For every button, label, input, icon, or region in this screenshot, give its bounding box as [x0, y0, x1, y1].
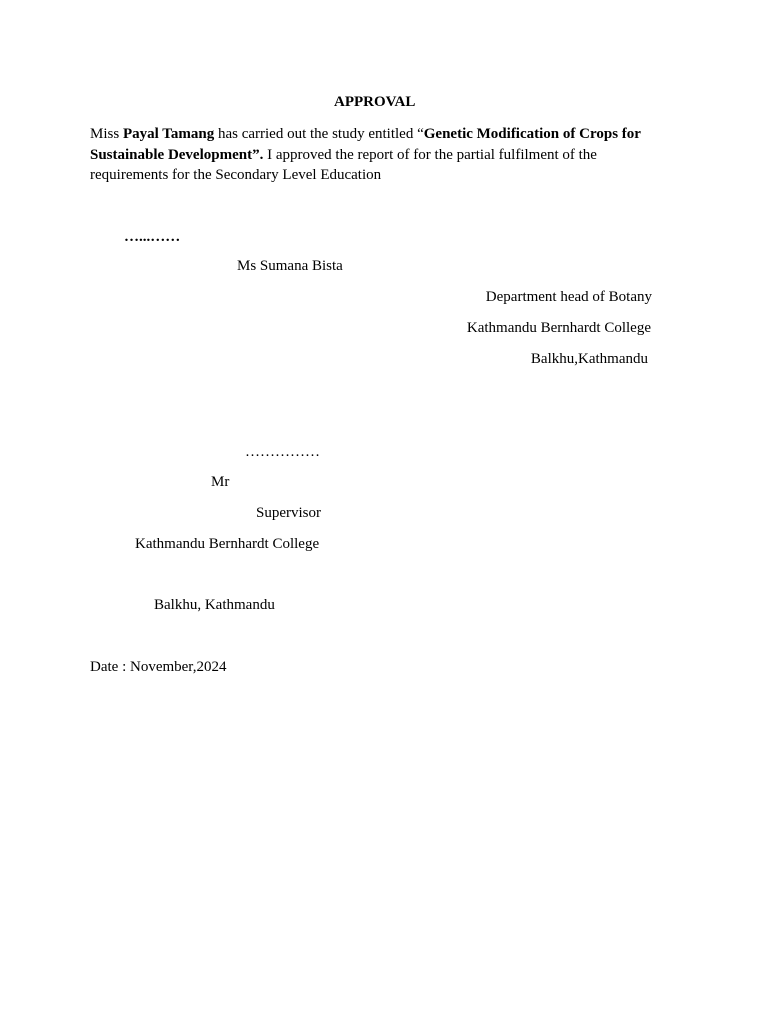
statement-suffix: I approved the report of for the partial fulfilment of the requirements for the Secondary Level Education — [90, 146, 597, 183]
signatory-2-position: Supervisor — [256, 505, 321, 521]
signatory-1-name: Ms Sumana Bista — [237, 258, 343, 274]
signatory-2-college: Kathmandu Bernhardt College — [135, 536, 320, 552]
signature-line-2: …………… — [245, 444, 320, 460]
approval-statement — [90, 124, 670, 186]
statement-middle: has carried out the study entitled “ — [214, 126, 424, 142]
signatory-2-location: Balkhu, Kathmandu — [154, 597, 275, 613]
date-line: Date : November,2024 — [90, 659, 227, 675]
study-title: Genetic Modification of Crops for Sustainable Development”. — [90, 126, 641, 163]
signatory-1-college: Kathmandu Bernhardt College — [466, 320, 651, 336]
signatory-1-position: Department head of Botany — [485, 289, 652, 305]
signature-line-1: …...…… — [124, 229, 181, 245]
signatory-2-name: Mr — [211, 474, 230, 490]
signatory-1-location: Balkhu,Kathmandu — [530, 351, 648, 367]
student-name: Payal Tamang — [122, 126, 215, 142]
page-title: APPROVAL — [334, 94, 416, 110]
statement-prefix: Miss — [90, 126, 123, 142]
